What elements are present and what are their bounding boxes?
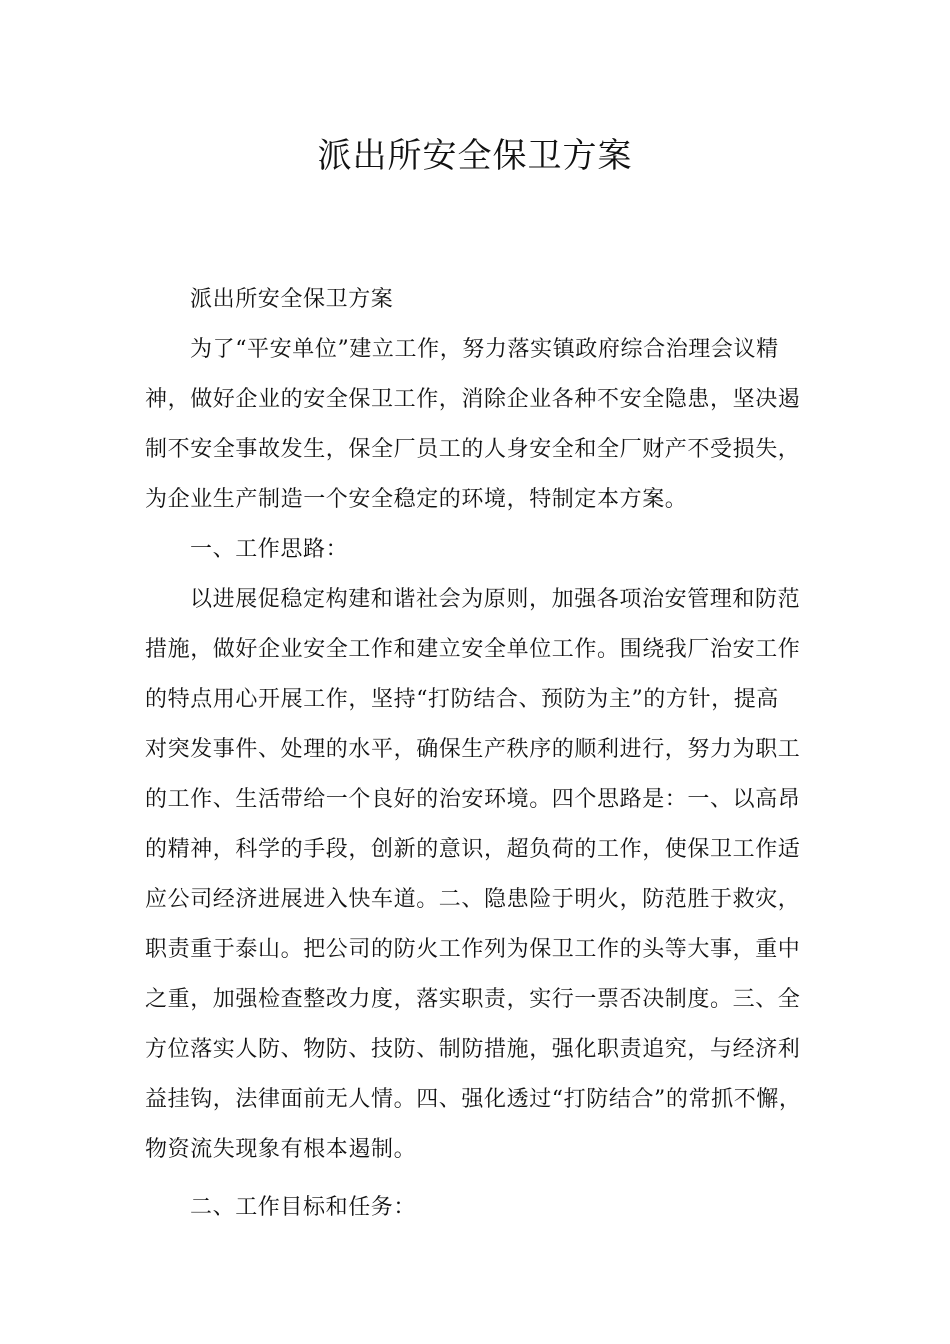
paragraph-line: 应公司经济进展进入快车道。二、隐患险于明火，防范胜于救灾，	[145, 887, 801, 912]
section-heading: 一、工作思路：	[190, 537, 349, 562]
paragraph-line: 以进展促稳定构建和谐社会为原则，加强各项治安管理和防范	[190, 587, 801, 612]
paragraph-line: 神，做好企业的安全保卫工作，消除企业各种不安全隐患，坚决遏	[145, 387, 801, 412]
paragraph-line: 的工作、生活带给一个良好的治安环境。四个思路是：一、以高昂	[145, 787, 801, 812]
paragraph-line: 方位落实人防、物防、技防、制防措施，强化职责追究，与经济利	[145, 1037, 801, 1062]
document-body	[145, 280, 825, 1238]
paragraph-line: 为企业生产制造一个安全稳定的环境，特制定本方案。	[145, 487, 688, 512]
paragraph-line: 对突发事件、处理的水平，确保生产秩序的顺利进行，努力为职工	[145, 737, 801, 762]
paragraph-line: 物资流失现象有根本遏制。	[145, 1137, 417, 1162]
paragraph-line: 益挂钩，法律面前无人情。四、强化透过“打防结合”的常抓不懈，	[145, 1087, 802, 1112]
paragraph-line: 的精神，科学的手段，创新的意识，超负荷的工作，使保卫工作适	[145, 837, 801, 862]
paragraph-line: 制不安全事故发生，保全厂员工的人身安全和全厂财产不受损失，	[145, 437, 801, 462]
document-title: 派出所安全保卫方案	[317, 136, 633, 176]
paragraph-line: 的特点用心开展工作，坚持“打防结合、预防为主”的方针，提高	[145, 687, 779, 712]
document-subtitle: 派出所安全保卫方案	[190, 287, 394, 312]
paragraph-line: 职责重于泰山。把公司的防火工作列为保卫工作的头等大事，重中	[145, 937, 801, 962]
paragraph-line: 措施，做好企业安全工作和建立安全单位工作。围绕我厂治安工作	[145, 637, 801, 662]
paragraph-line: 为了“平安单位”建立工作，努力落实镇政府综合治理会议精	[190, 337, 779, 362]
section-heading: 二、工作目标和任务：	[190, 1195, 417, 1220]
paragraph-line: 之重，加强检查整改力度，落实职责，实行一票否决制度。三、全	[145, 987, 801, 1012]
